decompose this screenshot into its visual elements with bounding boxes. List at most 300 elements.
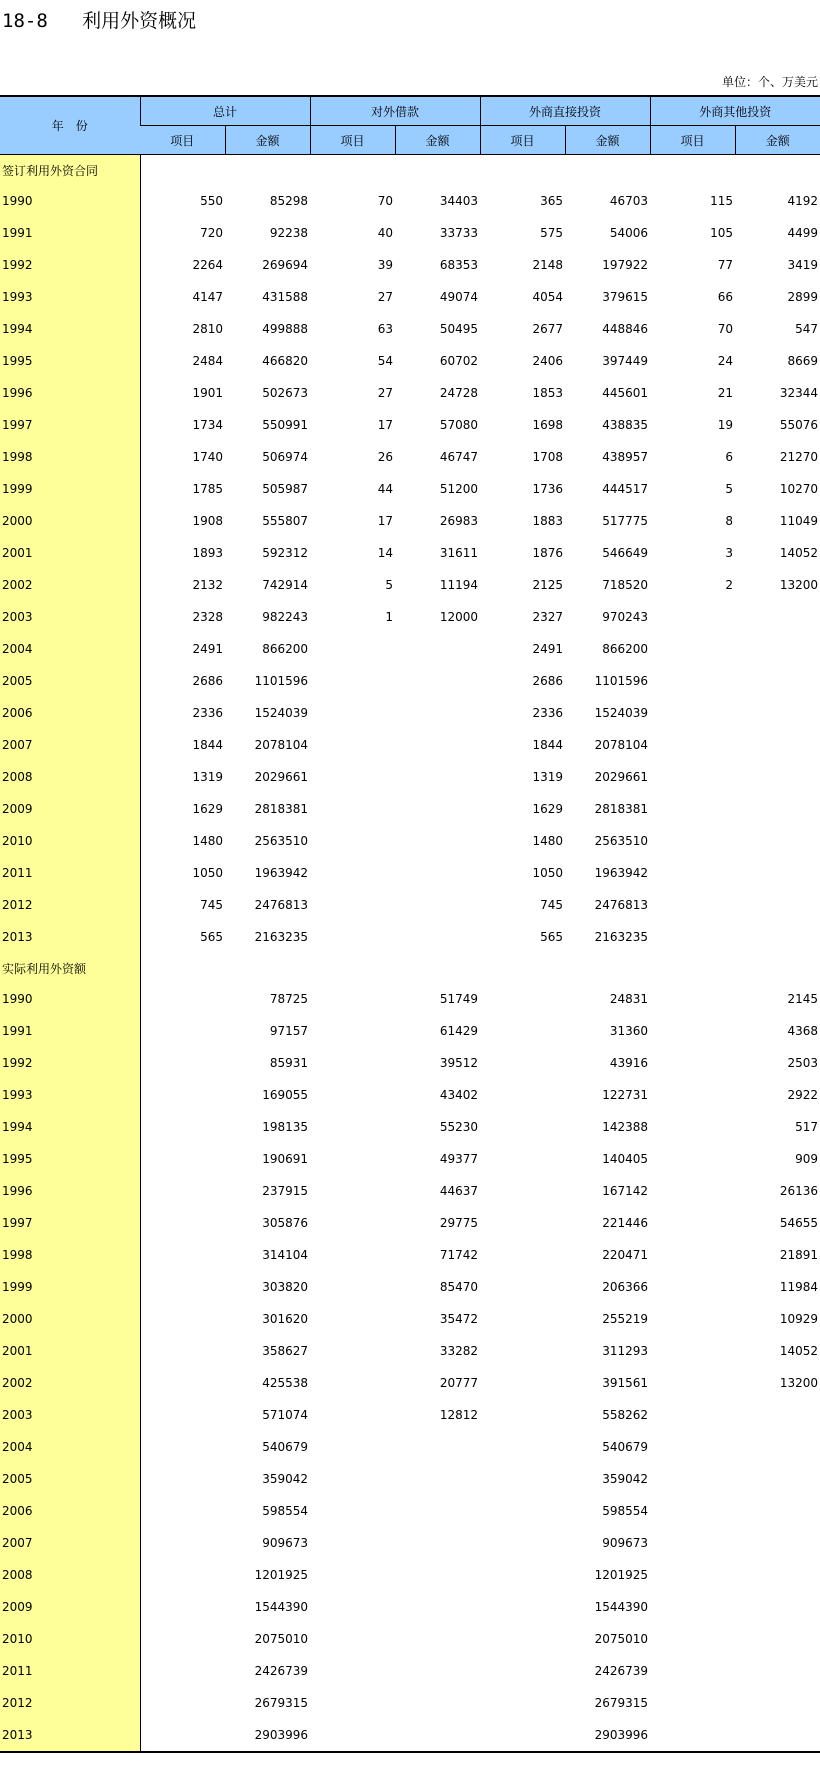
year-cell: 2001 (0, 1335, 140, 1367)
empty-cell (650, 155, 735, 186)
projects-cell (650, 697, 735, 729)
projects-cell: 2677 (532, 322, 564, 336)
table-row (0, 473, 820, 505)
projects-cell: 66 (717, 290, 734, 304)
amount-cell (395, 1719, 480, 1752)
table-row (0, 1431, 820, 1463)
amount-cell: 425538 (262, 1376, 309, 1390)
projects-cell (140, 1175, 225, 1207)
year-cell: 1999 (0, 1271, 140, 1303)
amount-cell: 550991 (262, 418, 309, 432)
amount-cell: 1963942 (594, 866, 649, 880)
projects-cell (310, 1495, 395, 1527)
amount-cell (735, 825, 820, 857)
amount-cell (395, 1559, 480, 1591)
year-cell: 2012 (0, 1687, 140, 1719)
amount-cell (395, 1655, 480, 1687)
amount-cell: 2679315 (254, 1696, 309, 1710)
projects-cell (650, 601, 735, 633)
projects-cell (140, 1335, 225, 1367)
amount-cell: 466820 (262, 354, 309, 368)
amount-cell: 438835 (602, 418, 649, 432)
projects-cell: 2491 (532, 642, 564, 656)
amount-cell (395, 793, 480, 825)
amount-cell: 206366 (602, 1280, 649, 1294)
amount-cell: 71742 (439, 1248, 479, 1262)
amount-cell (735, 1623, 820, 1655)
amount-cell: 982243 (262, 610, 309, 624)
year-cell: 2001 (0, 537, 140, 569)
amount-cell: 39512 (439, 1056, 479, 1070)
projects-cell (650, 1111, 735, 1143)
amount-cell: 221446 (602, 1216, 649, 1230)
year-cell: 1995 (0, 345, 140, 377)
empty-cell (565, 953, 650, 983)
projects-cell: 745 (540, 898, 564, 912)
amount-cell: 24831 (609, 992, 649, 1006)
projects-cell (310, 1047, 395, 1079)
projects-cell: 575 (540, 226, 564, 240)
projects-cell (650, 1527, 735, 1559)
projects-cell: 720 (200, 226, 223, 240)
year-cell: 2011 (0, 857, 140, 889)
amount-cell: 122731 (602, 1088, 649, 1102)
year-cell: 1996 (0, 377, 140, 409)
amount-cell: 85470 (439, 1280, 479, 1294)
projects-cell (480, 1623, 565, 1655)
sub-header-amount: 金额 (395, 126, 480, 155)
projects-cell: 1853 (532, 386, 564, 400)
amount-cell: 2922 (787, 1088, 819, 1102)
amount-cell: 10270 (779, 482, 819, 496)
amount-cell (395, 857, 480, 889)
amount-cell: 43402 (439, 1088, 479, 1102)
table-row (0, 1303, 820, 1335)
amount-cell: 506974 (262, 450, 309, 464)
projects-cell: 2132 (192, 578, 223, 592)
amount-cell: 55230 (439, 1120, 479, 1134)
amount-cell: 2163235 (254, 930, 309, 944)
table-row (0, 441, 820, 473)
amount-cell: 3419 (787, 258, 819, 272)
projects-cell: 27 (377, 386, 394, 400)
table-row (0, 1079, 820, 1111)
table-row (0, 409, 820, 441)
amount-cell: 237915 (262, 1184, 309, 1198)
amount-cell: 11049 (779, 514, 819, 528)
amount-cell: 2078104 (254, 738, 309, 752)
amount-cell: 85298 (269, 194, 309, 208)
amount-cell (735, 729, 820, 761)
empty-cell (735, 953, 820, 983)
amount-cell: 866200 (262, 642, 309, 656)
projects-cell (140, 1047, 225, 1079)
projects-cell (650, 761, 735, 793)
projects-cell (310, 1367, 395, 1399)
projects-cell: 5 (725, 482, 734, 496)
projects-cell: 2491 (192, 642, 223, 656)
projects-cell: 1736 (532, 482, 564, 496)
amount-cell: 502673 (262, 386, 309, 400)
table-row (0, 633, 820, 665)
sub-header-projects: 项目 (650, 126, 735, 155)
amount-cell: 26136 (779, 1184, 819, 1198)
projects-cell (310, 1175, 395, 1207)
amount-cell: 13200 (779, 1376, 819, 1390)
group-header-other-investment: 外商其他投资 (650, 96, 820, 126)
amount-cell (395, 1623, 480, 1655)
amount-cell: 2899 (787, 290, 819, 304)
amount-cell: 57080 (439, 418, 479, 432)
projects-cell: 1698 (532, 418, 564, 432)
amount-cell: 438957 (602, 450, 649, 464)
amount-cell: 31360 (609, 1024, 649, 1038)
amount-cell: 546649 (602, 546, 649, 560)
projects-cell (140, 1239, 225, 1271)
year-cell: 2000 (0, 505, 140, 537)
amount-cell: 1524039 (594, 706, 649, 720)
projects-cell (310, 1303, 395, 1335)
year-cell: 1995 (0, 1143, 140, 1175)
projects-cell: 1 (385, 610, 394, 624)
empty-cell (310, 155, 395, 186)
projects-cell (310, 1687, 395, 1719)
year-cell: 1992 (0, 249, 140, 281)
projects-cell (480, 1687, 565, 1719)
projects-cell (480, 1527, 565, 1559)
year-cell: 1998 (0, 441, 140, 473)
projects-cell (650, 633, 735, 665)
projects-cell (140, 1431, 225, 1463)
amount-cell: 4499 (787, 226, 819, 240)
projects-cell (310, 983, 395, 1015)
amount-cell: 909673 (262, 1536, 309, 1550)
projects-cell (480, 1431, 565, 1463)
year-cell: 1997 (0, 1207, 140, 1239)
table-row (0, 1559, 820, 1591)
projects-cell: 3 (725, 546, 734, 560)
projects-cell (310, 1623, 395, 1655)
amount-cell: 2563510 (594, 834, 649, 848)
projects-cell (480, 1143, 565, 1175)
amount-cell: 97157 (269, 1024, 309, 1038)
projects-cell (310, 889, 395, 921)
projects-cell (480, 1111, 565, 1143)
amount-cell: 2145 (787, 992, 819, 1006)
table-row (0, 537, 820, 569)
amount-cell: 21270 (779, 450, 819, 464)
sub-header-projects: 项目 (480, 126, 565, 155)
year-cell: 1997 (0, 409, 140, 441)
amount-cell: 517 (795, 1120, 819, 1134)
table-row (0, 793, 820, 825)
table-row (0, 1399, 820, 1431)
projects-cell (480, 1335, 565, 1367)
amount-cell: 592312 (262, 546, 309, 560)
sub-header-projects: 项目 (140, 126, 225, 155)
amount-cell: 970243 (602, 610, 649, 624)
amount-cell: 2029661 (254, 770, 309, 784)
projects-cell (480, 1591, 565, 1623)
empty-cell (395, 953, 480, 983)
table-row (0, 1047, 820, 1079)
amount-cell: 44637 (439, 1184, 479, 1198)
year-cell: 2003 (0, 1399, 140, 1431)
year-cell: 2007 (0, 729, 140, 761)
projects-cell (480, 1079, 565, 1111)
year-cell: 2007 (0, 1527, 140, 1559)
projects-cell (480, 1239, 565, 1271)
projects-cell: 2686 (532, 674, 564, 688)
year-cell: 1999 (0, 473, 140, 505)
empty-cell (480, 953, 565, 983)
projects-cell (310, 825, 395, 857)
amount-cell: 909 (795, 1152, 819, 1166)
projects-cell (310, 1015, 395, 1047)
projects-cell (310, 793, 395, 825)
amount-cell (735, 633, 820, 665)
year-cell: 1990 (0, 185, 140, 217)
amount-cell: 2078104 (594, 738, 649, 752)
projects-cell (650, 983, 735, 1015)
projects-cell (650, 1367, 735, 1399)
projects-cell (650, 889, 735, 921)
projects-cell (480, 1303, 565, 1335)
year-cell: 2011 (0, 1655, 140, 1687)
projects-cell: 1883 (532, 514, 564, 528)
amount-cell: 2075010 (254, 1632, 309, 1646)
amount-cell: 54006 (609, 226, 649, 240)
amount-cell (395, 1495, 480, 1527)
amount-cell: 61429 (439, 1024, 479, 1038)
amount-cell: 2563510 (254, 834, 309, 848)
projects-cell: 2336 (532, 706, 564, 720)
year-cell: 2004 (0, 1431, 140, 1463)
amount-cell: 1544390 (254, 1600, 309, 1614)
amount-cell: 2679315 (594, 1696, 649, 1710)
amount-cell: 547 (795, 322, 819, 336)
table-row (0, 1719, 820, 1752)
year-cell: 2003 (0, 601, 140, 633)
projects-cell: 745 (200, 898, 223, 912)
projects-cell: 1629 (192, 802, 223, 816)
projects-cell (310, 1079, 395, 1111)
year-cell: 2010 (0, 825, 140, 857)
amount-cell: 555807 (262, 514, 309, 528)
amount-cell: 50495 (439, 322, 479, 336)
projects-cell (480, 983, 565, 1015)
empty-cell (735, 155, 820, 186)
year-cell: 2012 (0, 889, 140, 921)
amount-cell: 54655 (779, 1216, 819, 1230)
section-title: 实际利用外资额 (0, 953, 140, 983)
projects-cell (310, 1207, 395, 1239)
projects-cell: 2148 (532, 258, 564, 272)
projects-cell (140, 1623, 225, 1655)
amount-cell: 167142 (602, 1184, 649, 1198)
projects-cell: 1480 (532, 834, 564, 848)
amount-cell: 391561 (602, 1376, 649, 1390)
projects-cell (650, 1079, 735, 1111)
projects-cell (310, 633, 395, 665)
amount-cell (735, 1591, 820, 1623)
projects-cell (650, 1623, 735, 1655)
amount-cell: 301620 (262, 1312, 309, 1326)
projects-cell: 1319 (532, 770, 564, 784)
amount-cell: 311293 (602, 1344, 649, 1358)
empty-cell (140, 155, 225, 186)
amount-cell: 1201925 (594, 1568, 649, 1582)
amount-cell: 4368 (787, 1024, 819, 1038)
projects-cell (310, 1559, 395, 1591)
projects-cell (140, 1367, 225, 1399)
year-cell: 1992 (0, 1047, 140, 1079)
amount-cell: 24728 (439, 386, 479, 400)
year-cell: 2010 (0, 1623, 140, 1655)
projects-cell (310, 1271, 395, 1303)
amount-cell: 2818381 (594, 802, 649, 816)
amount-cell: 718520 (602, 578, 649, 592)
amount-cell (735, 1655, 820, 1687)
amount-cell: 1524039 (254, 706, 309, 720)
amount-cell: 8669 (787, 354, 819, 368)
projects-cell (310, 857, 395, 889)
projects-cell: 17 (377, 514, 394, 528)
amount-cell: 314104 (262, 1248, 309, 1262)
amount-cell: 2075010 (594, 1632, 649, 1646)
projects-cell: 19 (717, 418, 734, 432)
amount-cell (735, 889, 820, 921)
amount-cell: 598554 (262, 1504, 309, 1518)
amount-cell (735, 1495, 820, 1527)
projects-cell (140, 1655, 225, 1687)
projects-cell (310, 1399, 395, 1431)
amount-cell (395, 921, 480, 953)
projects-cell: 1708 (532, 450, 564, 464)
amount-cell: 1101596 (254, 674, 309, 688)
year-cell: 1993 (0, 281, 140, 313)
projects-cell (650, 1335, 735, 1367)
amount-cell (395, 1463, 480, 1495)
amount-cell: 2476813 (594, 898, 649, 912)
projects-cell: 77 (717, 258, 734, 272)
projects-cell (140, 1143, 225, 1175)
amount-cell: 32344 (779, 386, 819, 400)
amount-cell: 14052 (779, 1344, 819, 1358)
table-row (0, 1463, 820, 1495)
amount-cell (735, 1719, 820, 1752)
amount-cell: 49074 (439, 290, 479, 304)
projects-cell (310, 1239, 395, 1271)
amount-cell: 55076 (779, 418, 819, 432)
page-title: 18-8 利用外资概况 (2, 10, 197, 32)
year-cell: 1994 (0, 313, 140, 345)
projects-cell (480, 1655, 565, 1687)
table-row (0, 1495, 820, 1527)
amount-cell: 358627 (262, 1344, 309, 1358)
amount-cell (735, 1527, 820, 1559)
group-header-foreign-loans: 对外借款 (310, 96, 480, 126)
amount-cell: 598554 (602, 1504, 649, 1518)
empty-cell (225, 953, 310, 983)
projects-cell (140, 1591, 225, 1623)
amount-cell: 499888 (262, 322, 309, 336)
projects-cell (310, 1335, 395, 1367)
amount-cell (395, 1431, 480, 1463)
table-row (0, 505, 820, 537)
amount-cell: 11194 (439, 578, 479, 592)
amount-cell: 68353 (439, 258, 479, 272)
year-cell: 2004 (0, 633, 140, 665)
projects-cell (480, 1495, 565, 1527)
projects-cell: 1050 (532, 866, 564, 880)
amount-cell (395, 889, 480, 921)
amount-cell: 540679 (602, 1440, 649, 1454)
projects-cell (650, 857, 735, 889)
amount-cell: 140405 (602, 1152, 649, 1166)
projects-cell: 1901 (192, 386, 223, 400)
projects-cell: 1876 (532, 546, 564, 560)
amount-cell: 305876 (262, 1216, 309, 1230)
amount-cell (395, 1687, 480, 1719)
amount-cell: 2818381 (254, 802, 309, 816)
projects-cell: 550 (200, 194, 223, 208)
projects-cell (480, 1719, 565, 1752)
group-header-direct-investment: 外商直接投资 (480, 96, 650, 126)
table-row (0, 281, 820, 313)
table-row (0, 601, 820, 633)
projects-cell (310, 1143, 395, 1175)
table-row (0, 889, 820, 921)
table-row (0, 1207, 820, 1239)
amount-cell: 190691 (262, 1152, 309, 1166)
amount-cell: 43916 (609, 1056, 649, 1070)
projects-cell (310, 1655, 395, 1687)
year-cell: 1991 (0, 1015, 140, 1047)
table-row (0, 983, 820, 1015)
projects-cell: 1893 (192, 546, 223, 560)
projects-cell (480, 1271, 565, 1303)
amount-cell: 517775 (602, 514, 649, 528)
amount-cell (395, 1527, 480, 1559)
projects-cell: 26 (377, 450, 394, 464)
amount-cell: 909673 (602, 1536, 649, 1550)
projects-cell (140, 1111, 225, 1143)
projects-cell: 1844 (192, 738, 223, 752)
amount-cell: 29775 (439, 1216, 479, 1230)
projects-cell (480, 1367, 565, 1399)
table-row (0, 217, 820, 249)
projects-cell: 1480 (192, 834, 223, 848)
foreign-capital-table (0, 95, 820, 1753)
projects-cell: 40 (377, 226, 394, 240)
projects-cell: 1844 (532, 738, 564, 752)
projects-cell (650, 1591, 735, 1623)
table-row (0, 345, 820, 377)
projects-cell (650, 665, 735, 697)
projects-cell: 4147 (192, 290, 223, 304)
amount-cell: 2426739 (594, 1664, 649, 1678)
amount-cell: 1963942 (254, 866, 309, 880)
empty-cell (140, 953, 225, 983)
amount-cell (735, 1559, 820, 1591)
amount-cell: 60702 (439, 354, 479, 368)
amount-cell: 26983 (439, 514, 479, 528)
amount-cell (735, 601, 820, 633)
amount-cell: 4192 (787, 194, 819, 208)
projects-cell (650, 1303, 735, 1335)
amount-cell: 51749 (439, 992, 479, 1006)
